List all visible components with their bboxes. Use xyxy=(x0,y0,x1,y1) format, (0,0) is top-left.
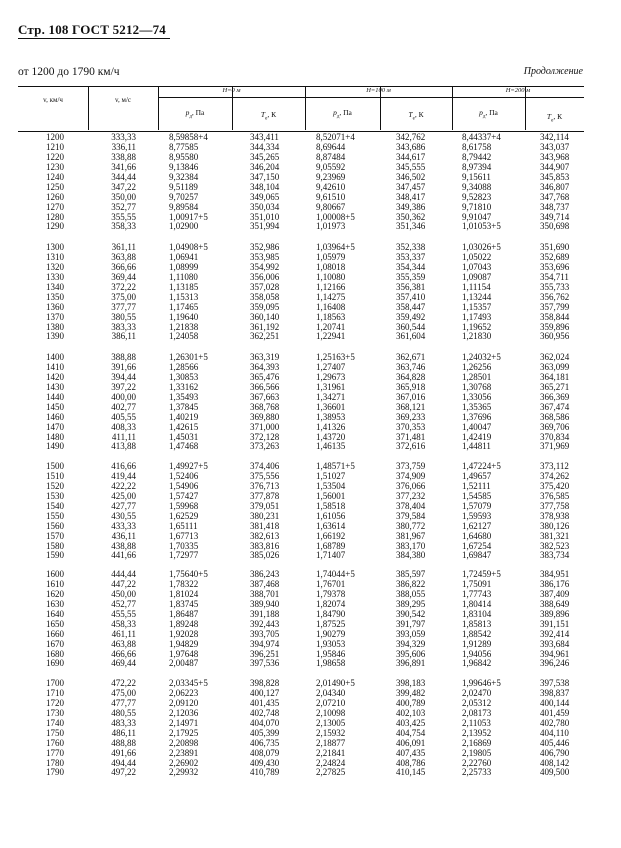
col-t-h100: 398,183 399,482 400,789 402,103 403,425 404,754 406,091 407,435 408,786 410,145 xyxy=(396,678,426,778)
col-t-h200: 384,951 386,176 387,409 388,649 389,896 391,151 392,414 393,684 394,961 396,246 xyxy=(540,569,570,669)
col-t-h100: 373,759 374,909 376,066 377,232 378,404 379,584 380,772 381,967 383,170 384,380 xyxy=(396,461,426,561)
col-p-h200: 1,47224+5 1,49657 1,52111 1,54585 1,57079 1,59593 1,62127 1,64680 1,67254 1,69847 xyxy=(462,461,501,561)
col-v-ms: 333,33 336,11 338,88 341,66 344,44 347,22 350,00 352,77 355,55 358,33 xyxy=(111,132,136,232)
col-p-h100: 1,74044+5 1,76701 1,79378 1,82074 1,84790 1,87525 1,90279 1,93053 1,95846 1,98658 xyxy=(316,569,355,669)
header-p-h100: $p_д$, Па xyxy=(333,108,352,120)
col-p-h100: 1,03964+5 1,05979 1,08018 1,10080 1,12166 1,14275 1,16408 1,18563 1,20741 1,22941 xyxy=(316,242,355,342)
col-t-h200: 351,690 352,689 353,696 354,711 355,733 356,762 357,799 358,844 359,896 360,956 xyxy=(540,242,570,342)
col-t-h200: 373,112 374,262 375,420 376,585 377,758 378,938 380,126 381,321 382,523 383,734 xyxy=(540,461,570,561)
col-p-h200: 1,99646+5 2,02470 2,05312 2,08173 2,11053 2,13952 2,16869 2,19805 2,22760 2,25733 xyxy=(462,678,501,778)
header-p-h0: $p_д$, Па xyxy=(185,108,205,120)
page-header: Стр. 108 ГОСТ 5212—74 xyxy=(18,22,166,37)
col-t-h0: 374,406 375,556 376,713 377,878 379,051 380,231 381,418 382,613 383,816 385,026 xyxy=(250,461,280,561)
col-v-kmh: 1400 1410 1420 1430 1440 1450 1460 1470 1480 1490 xyxy=(46,352,64,452)
col-p-h0: 2,03345+5 2,06223 2,09120 2,12036 2,14971 2,17925 2,20898 2,23891 2,26902 2,29932 xyxy=(169,678,208,778)
col-v-ms: 388,88 391,66 394,44 397,22 400,00 402,77 405,55 408,33 411,11 413,88 xyxy=(111,352,136,452)
col-v-kmh: 1200 1210 1220 1230 1240 1250 1260 1270 1280 1290 xyxy=(46,132,64,232)
header-h100: H=100 м xyxy=(366,87,391,94)
col-p-h100: 8,52071+4 8,69644 8,87484 9,05592 9,23969 9,42610 9,61510 9,80667 1,00008+5 1,01973 xyxy=(316,132,355,232)
col-t-h100: 352,338 353,337 354,344 355,359 356,381 357,410 358,447 359,492 360,544 361,604 xyxy=(396,242,426,342)
col-t-h100: 362,671 363,746 364,828 365,918 367,016 368,121 369,233 370,353 371,481 372,616 xyxy=(396,352,426,452)
col-t-h200: 342,114 343,037 343,968 344,907 345,853 346,807 347,768 348,737 349,714 350,698 xyxy=(540,132,570,232)
col-t-h0: 352,986 353,985 354,992 356,006 357,028 358,058 359,095 360,140 361,192 362,251 xyxy=(250,242,280,342)
col-v-kmh: 1700 1710 1720 1730 1740 1750 1760 1770 1780 1790 xyxy=(46,678,64,778)
col-p-h200: 8,44337+4 8,61758 8,79442 8,97394 9,15611 9,34088 9,52823 9,71810 9,91047 1,01053+5 xyxy=(462,132,501,232)
col-t-h200: 397,538 398,837 400,144 401,459 402,780 404,110 405,446 406,790 408,142 409,500 xyxy=(540,678,570,778)
header-h200: H=200 м xyxy=(505,87,531,94)
col-v-ms: 416,66 419,44 422,22 425,00 427,77 430,55 433,33 436,11 438,88 441,66 xyxy=(111,461,136,561)
header-h0: H=0 м xyxy=(222,87,241,94)
col-v-kmh: 1600 1610 1620 1630 1640 1650 1660 1670 1680 1690 xyxy=(46,569,64,669)
col-p-h200: 1,24032+5 1,26256 1,28501 1,30768 1,33056 1,35365 1,37696 1,40047 1,42419 1,44811 xyxy=(462,352,501,452)
col-p-h0: 1,75640+5 1,78322 1,81024 1,83745 1,86487 1,89248 1,92028 1,94829 1,97648 2,00487 xyxy=(169,569,208,669)
col-t-h0: 343,411 344,334 345,265 346,204 347,150 348,104 349,065 350,034 351,010 351,994 xyxy=(250,132,280,232)
col-p-h0: 8,59858+4 8,77585 8,95580 9,13846 9,32384 9,51189 9,70257 9,89584 1,00917+5 1,02900 xyxy=(169,132,208,232)
col-t-h0: 363,319 364,393 365,476 366,566 367,663 368,768 369,880 371,000 372,128 373,263 xyxy=(250,352,280,452)
col-t-h0: 386,243 387,468 388,701 389,940 391,188 392,443 393,705 394,974 396,251 397,536 xyxy=(250,569,280,669)
col-p-h0: 1,49927+5 1,52406 1,54906 1,57427 1,59968 1,62529 1,65111 1,67713 1,70335 1,72977 xyxy=(169,461,208,561)
col-p-h0: 1,26301+5 1,28566 1,30853 1,33162 1,35493 1,37845 1,40219 1,42615 1,45031 1,47468 xyxy=(169,352,208,452)
col-p-h200: 1,03026+5 1,05022 1,07043 1,09087 1,11154 1,13244 1,15357 1,17493 1,19652 1,21830 xyxy=(462,242,501,342)
col-t-h0: 398,828 400,127 401,435 402,748 404,070 405,399 406,735 408,079 409,430 410,789 xyxy=(250,678,280,778)
col-v-ms: 472,22 475,00 477,77 480,55 483,33 486,11 488,88 491,66 494,44 497,22 xyxy=(111,678,136,778)
header-underline xyxy=(18,38,170,39)
col-t-h200: 362,024 363,099 364,181 365,271 366,369 367,474 368,586 369,706 370,834 371,969 xyxy=(540,352,570,452)
header-v-ms: v, м/с xyxy=(114,96,132,104)
speed-range-caption: от 1200 до 1790 км/ч xyxy=(18,66,120,78)
header-p-h200: $p_д$, Па xyxy=(479,108,498,120)
col-v-ms: 361,11 363,88 366,66 369,44 372,22 375,00 377,77 380,55 383,33 386,11 xyxy=(111,242,136,342)
col-p-h100: 1,25163+5 1,27407 1,29673 1,31961 1,34271 1,36601 1,38953 1,41326 1,43720 1,46135 xyxy=(316,352,355,452)
header-t-h0: $T_е$, К xyxy=(260,110,277,122)
col-v-kmh: 1300 1310 1320 1330 1340 1350 1360 1370 1380 1390 xyxy=(46,242,64,342)
header-t-h200: $T_е$, К xyxy=(546,112,563,124)
col-v-ms: 444,44 447,22 450,00 452,77 455,55 458,33 461,11 463,88 466,66 469,44 xyxy=(111,569,136,669)
col-p-h100: 2,01490+5 2,04340 2,07210 2,10098 2,13005 2,15932 2,18877 2,21841 2,24824 2,27825 xyxy=(316,678,355,778)
col-t-h100: 342,762 343,686 344,617 345,555 346,502 347,457 348,417 349,386 350,362 351,346 xyxy=(396,132,426,232)
col-p-h0: 1,04908+5 1,06941 1,08999 1,11080 1,13185 1,15313 1,17465 1,19640 1,21838 1,24058 xyxy=(169,242,208,342)
col-p-h100: 1,48571+5 1,51027 1,53504 1,56001 1,58518 1,61056 1,63614 1,66192 1,68789 1,71407 xyxy=(316,461,355,561)
col-t-h100: 385,597 386,822 388,055 389,295 390,542 391,797 393,059 394,329 395,606 396,891 xyxy=(396,569,426,669)
group-divider xyxy=(158,97,584,98)
col-p-h200: 1,72459+5 1,75091 1,77743 1,80414 1,83104 1,85813 1,88542 1,91289 1,94056 1,96842 xyxy=(462,569,501,669)
header-v-kmh: v, км/ч xyxy=(43,96,63,104)
column-divider xyxy=(88,86,89,130)
col-v-kmh: 1500 1510 1520 1530 1540 1550 1560 1570 1580 1590 xyxy=(46,461,64,561)
continuation-note: Продолжение xyxy=(523,66,583,77)
header-t-h100: $T_е$, К xyxy=(408,110,424,122)
